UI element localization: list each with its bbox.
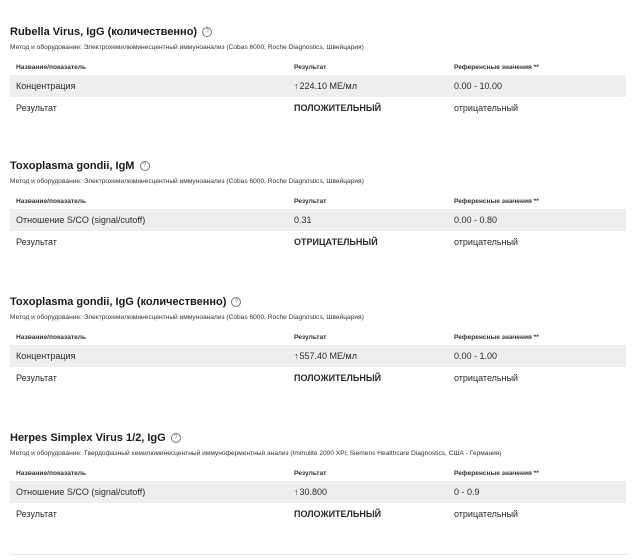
row-result bbox=[288, 209, 448, 231]
method-text: Метод и оборудование: Электрохемилюминесцентный иммуноанализ (Cobas 6000, Roche Diagnostics, Швейцария) bbox=[10, 178, 364, 185]
results-table bbox=[10, 194, 626, 253]
row-reference: отрицательный bbox=[454, 103, 519, 113]
help-icon[interactable]: ? bbox=[202, 27, 212, 37]
row-name: Результат bbox=[16, 237, 57, 247]
header-name: Название/показатель bbox=[16, 470, 87, 477]
row-reference: 0.00 - 10.00 bbox=[448, 75, 626, 97]
test-section-rubella-igg bbox=[10, 24, 628, 119]
row-result-value: ПОЛОЖИТЕЛЬНЫЙ bbox=[294, 373, 382, 383]
table-row bbox=[10, 75, 626, 97]
results-table bbox=[10, 60, 626, 119]
row-name: Результат bbox=[16, 103, 57, 113]
table-row bbox=[10, 97, 626, 119]
header-reference: Референсные значения ** bbox=[454, 470, 539, 477]
row-reference: отрицательный bbox=[454, 237, 519, 247]
row-name: Концентрация bbox=[10, 75, 288, 97]
test-section-toxoplasma-igg bbox=[10, 294, 628, 389]
row-name: Концентрация bbox=[10, 345, 288, 367]
test-title bbox=[10, 158, 628, 174]
row-reference: отрицательный bbox=[454, 373, 519, 383]
header-name: Название/показатель bbox=[16, 198, 87, 205]
help-icon[interactable]: ? bbox=[171, 433, 181, 443]
row-result-value: 557.40 МЕ/мл bbox=[299, 351, 357, 361]
divider bbox=[10, 554, 628, 555]
row-name: Результат bbox=[16, 509, 57, 519]
row-name: Отношение S/CO (signal/cutoff) bbox=[10, 209, 288, 231]
row-reference: 0.00 - 1.00 bbox=[448, 345, 626, 367]
row-result-value: 30.800 bbox=[299, 487, 328, 497]
table-row bbox=[10, 367, 626, 389]
header-result: Результат bbox=[294, 470, 327, 477]
test-title bbox=[10, 430, 628, 446]
results-table bbox=[10, 330, 626, 389]
row-result bbox=[288, 481, 448, 503]
row-reference: 0 - 0.9 bbox=[448, 481, 626, 503]
help-icon[interactable]: ? bbox=[140, 161, 150, 171]
method-text: Метод и оборудование: Электрохемилюминесцентный иммуноанализ (Cobas 6000, Roche Diagnostics, Швейцария) bbox=[10, 314, 364, 321]
header-reference: Референсные значения ** bbox=[454, 64, 539, 71]
method-text: Метод и оборудование: Твердофазный хемилюминесцентный иммуноферментный анализ (Immulite 2000 XPi, Siemens Healthcare Diagnostics, США - Германия) bbox=[10, 450, 502, 457]
test-title-text: Toxoplasma gondii, IgG (количественно) bbox=[10, 296, 227, 308]
test-title-text: Rubella Virus, IgG (количественно) bbox=[10, 26, 198, 38]
row-reference: 0.00 - 0.80 bbox=[448, 209, 626, 231]
table-header-row bbox=[10, 466, 626, 481]
table-header-row bbox=[10, 330, 626, 345]
row-result-value: ОТРИЦАТЕЛЬНЫЙ bbox=[294, 237, 378, 247]
row-result-value: 224.10 МЕ/мл bbox=[299, 81, 357, 91]
header-name: Название/показатель bbox=[16, 64, 87, 71]
arrow-up-icon: ↑ bbox=[294, 487, 299, 497]
table-row bbox=[10, 503, 626, 525]
row-result bbox=[288, 75, 448, 97]
table-header-row bbox=[10, 60, 626, 75]
method-text: Метод и оборудование: Электрохемилюминесцентный иммуноанализ (Cobas 6000, Roche Diagnostics, Швейцария) bbox=[10, 44, 364, 51]
test-title-text: Toxoplasma gondii, IgM bbox=[10, 160, 135, 172]
table-header-row bbox=[10, 194, 626, 209]
row-name: Результат bbox=[16, 373, 57, 383]
results-table bbox=[10, 466, 626, 525]
arrow-up-icon: ↑ bbox=[294, 81, 299, 91]
test-title bbox=[10, 24, 628, 40]
header-result: Результат bbox=[294, 198, 327, 205]
row-result-value: ПОЛОЖИТЕЛЬНЫЙ bbox=[294, 509, 382, 519]
arrow-up-icon: ↑ bbox=[294, 351, 299, 361]
row-reference: отрицательный bbox=[454, 509, 519, 519]
table-row bbox=[10, 209, 626, 231]
header-reference: Референсные значения ** bbox=[454, 198, 539, 205]
test-section-toxoplasma-igm bbox=[10, 158, 628, 253]
header-reference: Референсные значения ** bbox=[454, 334, 539, 341]
table-row bbox=[10, 345, 626, 367]
test-title-text: Herpes Simplex Virus 1/2, IgG bbox=[10, 432, 166, 444]
row-result-value: 0.31 bbox=[294, 215, 312, 225]
table-row bbox=[10, 481, 626, 503]
header-name: Название/показатель bbox=[16, 334, 87, 341]
header-result: Результат bbox=[294, 334, 327, 341]
test-section-herpes-igg bbox=[10, 430, 628, 525]
row-result-value: ПОЛОЖИТЕЛЬНЫЙ bbox=[294, 103, 382, 113]
test-title bbox=[10, 294, 628, 310]
help-icon[interactable]: ? bbox=[231, 297, 241, 307]
header-result: Результат bbox=[294, 64, 327, 71]
row-name: Отношение S/CO (signal/cutoff) bbox=[10, 481, 288, 503]
row-result bbox=[288, 345, 448, 367]
table-row bbox=[10, 231, 626, 253]
